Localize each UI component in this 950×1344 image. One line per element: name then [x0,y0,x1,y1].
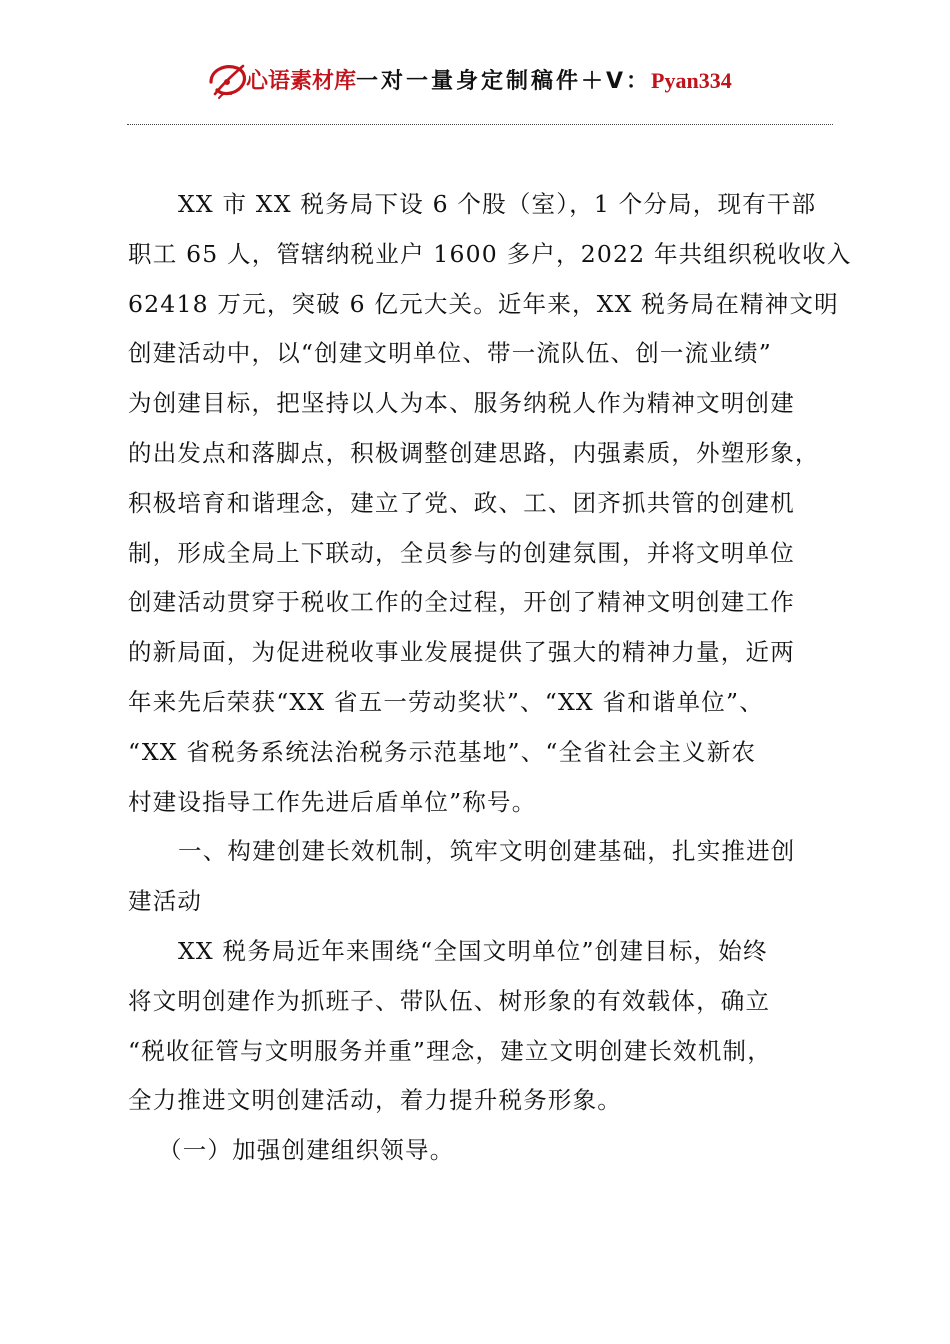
text-line: 职工 65 人，管辖纳税业户 1600 多户，2022 年共组织税收收入 [128,239,852,268]
text-line: 的新局面，为促进税收事业发展提供了强大的精神力量，近两 [128,638,795,667]
text-line: 的出发点和落脚点，积极调整创建思路，内强素质，外塑形象， [128,438,820,467]
text-line: “XX 省税务系统法治税务示范基地”、“全省社会主义新农 [128,737,757,766]
contact-id: Pyan334 [651,68,732,93]
text-line: 积极培育和谐理念，建立了党、政、工、团齐抓共管的创建机 [128,488,795,517]
section-heading: 一、构建创建长效机制，筑牢文明创建基础，扎实推进创 [178,837,796,866]
brand-logo-icon [205,60,249,104]
header-title [246,66,732,97]
brand-name: 心语素材库 [246,69,357,94]
page-header [0,58,950,108]
text-line: XX 税务局近年来围绕“全国文明单位”创建目标，始终 [178,936,768,965]
text-line: 为创建目标，把坚持以人为本、服务纳税人作为精神文明创建 [128,389,795,418]
text-line: XX 市 XX 税务局下设 6 个股（室），1 个分局，现有干部 [178,190,817,218]
text-line: 将文明创建作为抓班子、带队伍、树形象的有效载体，确立 [128,986,771,1015]
text-line: 年来先后荣获“XX 省五一劳动奖状”、“XX 省和谐单位”、 [128,687,764,716]
text-line: 创建活动贯穿于税收工作的全过程，开创了精神文明创建工作 [128,588,795,617]
header-divider [127,124,833,125]
text-line: 制，形成全局上下联动，全员参与的创建氛围，并将文明单位 [128,538,795,567]
text-line: 全力推进文明创建活动，着力提升税务形象。 [128,1086,622,1115]
document-body [128,180,852,1176]
text-line: 创建活动中，以“创建文明单位、带一流队伍、创一流业绩” [128,339,772,368]
text-line: “税收征管与文明服务并重”理念，建立文明创建长效机制， [128,1036,772,1065]
section-heading-continued: 建活动 [128,887,203,916]
subsection-heading: （一）加强创建组织领导。 [158,1136,455,1165]
text-line: 62418 万元，突破 6 亿元大关。近年来，XX 税务局在精神文明 [128,289,839,318]
text-line: 村建设指导工作先进后盾单位”称号。 [128,787,537,816]
header-slogan: 一对一量身定制稿件＋V： [356,69,652,94]
